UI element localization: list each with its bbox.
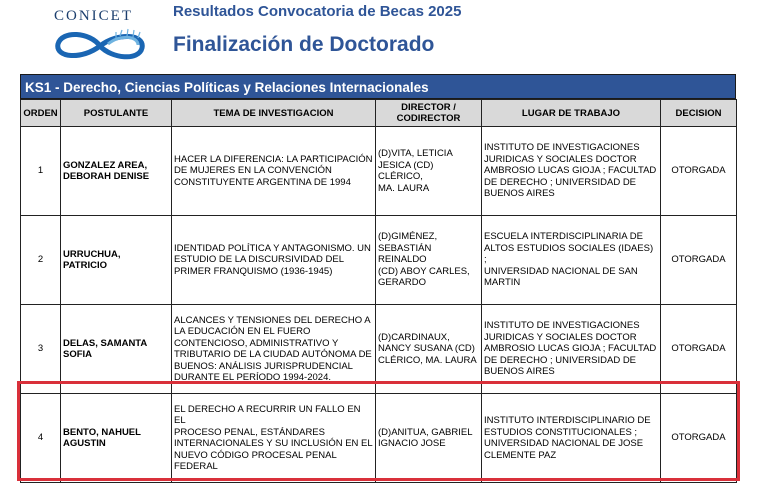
text-line: INSTITUTO INTERDISCIPLINARIO DE	[484, 415, 651, 426]
text-line: EL DERECHO A RECURRIR UN FALLO EN EL	[174, 403, 361, 426]
text-line: INSTITUTO DE INVESTIGACIONES	[484, 320, 640, 332]
text-line: IGNACIO JOSE	[378, 438, 446, 449]
text-line: MA. LAURA	[378, 182, 430, 194]
text-line: PROCESO PENAL, ESTÁNDARES	[174, 426, 325, 438]
text-line: SOFIA	[63, 349, 93, 360]
table-row	[21, 127, 737, 216]
header-director	[376, 100, 482, 127]
page-subtitle: Resultados Convocatoria de Becas 2025	[173, 3, 462, 20]
text-line: JESICA (CD) CLÉRICO,	[378, 159, 434, 182]
cell-orden: 1	[21, 127, 61, 216]
page-header	[0, 0, 760, 72]
text-line: CONTENCIOSO, ADMINISTRATIVO Y	[174, 337, 339, 349]
text-line: ALCANCES Y TENSIONES DEL DERECHO A	[174, 314, 371, 326]
conicet-logo	[50, 6, 150, 66]
table-header-row	[21, 100, 737, 127]
cell-decision: OTORGADA	[661, 127, 737, 216]
cell-postulante	[61, 127, 172, 216]
cell-orden: 4	[21, 394, 61, 483]
cell-tema	[172, 127, 376, 216]
text-line: NUEVO CÓDIGO PROCESAL PENAL	[174, 449, 337, 461]
cell-tema	[172, 216, 376, 305]
text-line: AMBROSIO LUCAS GIOJA ; FACULTAD	[484, 343, 657, 355]
text-line: (D)GIMÉNEZ,	[378, 231, 438, 243]
text-line: CONSTITUYENTE ARGENTINA DE 1994	[174, 176, 351, 188]
text-line: BUENOS AIRES	[484, 188, 555, 200]
table-row	[21, 216, 737, 305]
header-lugar: LUGAR DE TRABAJO	[482, 100, 661, 127]
text-line: GERARDO	[378, 277, 427, 289]
text-line: BENTO, NAHUEL	[63, 426, 141, 438]
cell-decision: OTORGADA	[661, 216, 737, 305]
cell-orden: 3	[21, 305, 61, 394]
highlight-box	[17, 381, 740, 481]
text-line: (D)VITA, LETICIA	[378, 148, 453, 159]
text-line: INTERNACIONALES Y SU INCLUSIÓN EN EL	[174, 438, 373, 449]
header-orden: ORDEN	[21, 100, 61, 127]
text-line: INSTITUTO DE INVESTIGACIONES	[484, 142, 640, 154]
header-director-line1: DIRECTOR /	[401, 102, 456, 113]
text-line: (D)ANITUA, GABRIEL	[378, 426, 473, 438]
text-line: DE DERECHO ; UNIVERSIDAD DE	[484, 354, 637, 366]
text-line: DURANTE EL PERÍODO 1994-2024.	[174, 372, 331, 383]
cell-lugar	[482, 127, 661, 216]
text-line: BUENOS: ANÁLISIS JURISPRUDENCIAL	[174, 360, 353, 372]
text-line: AMBROSIO LUCAS GIOJA ; FACULTAD	[484, 165, 657, 177]
text-line: PATRICIO	[63, 260, 107, 271]
text-line: UNIVERSIDAD NACIONAL DE JOSE	[484, 438, 644, 449]
cell-decision: OTORGADA	[661, 305, 737, 394]
text-line: DE MUJERES EN LA CONVENCIÓN	[174, 165, 332, 177]
text-line: MARTIN	[484, 277, 521, 289]
text-line: JURIDICAS Y SOCIALES DOCTOR	[484, 153, 637, 165]
cell-orden: 2	[21, 216, 61, 305]
text-line: AGUSTIN	[63, 438, 106, 449]
logo-text: CONICET	[54, 8, 133, 24]
text-line: GONZALEZ AREA,	[63, 159, 148, 171]
text-line: DEBORAH DENISE	[63, 171, 150, 182]
page-title: Finalización de Doctorado	[173, 33, 435, 56]
text-line: ESTUDIO DE LA DISCURSIVIDAD DEL	[174, 254, 344, 266]
text-line: TRIBUTARIO DE LA CIUDAD AUTÓNOMA DE	[174, 349, 372, 360]
header-decision: DECISION	[661, 100, 737, 127]
header-postulante: POSTULANTE	[61, 100, 172, 127]
text-line: ESTUDIOS CONSTITUCIONALES ;	[484, 426, 638, 438]
cell-director	[376, 127, 482, 216]
text-line: PRIMER FRANQUISMO (1936-1945)	[174, 265, 333, 277]
text-line: URRUCHUA,	[63, 248, 121, 260]
text-line: SEBASTIÁN REINALDO	[378, 242, 432, 266]
text-line: CLEMENTE PAZ	[484, 449, 557, 461]
cell-decision: OTORGADA	[661, 394, 737, 483]
infinity-logo-icon	[50, 28, 150, 64]
text-line: HACER LA DIFERENCIA: LA PARTICIPACIÓN	[174, 153, 373, 165]
text-line: (CD) ABOY CARLES,	[378, 265, 470, 277]
section-band: KS1 - Derecho, Ciencias Políticas y Relaciones Internacionales	[20, 74, 736, 99]
text-line: NANCY SUSANA (CD)	[378, 343, 475, 355]
header-tema: TEMA DE INVESTIGACION	[172, 100, 376, 127]
cell-postulante	[61, 216, 172, 305]
text-line: (D)CARDINAUX,	[378, 331, 450, 343]
cell-director	[376, 216, 482, 305]
header-director-line2: CODIRECTOR	[396, 113, 461, 124]
cell-lugar	[482, 216, 661, 305]
text-line: FEDERAL	[174, 461, 218, 472]
text-line: ESCUELA INTERDISCIPLINARIA DE	[484, 231, 643, 243]
text-line: CLÉRICO, MA. LAURA	[378, 354, 477, 366]
text-line: UNIVERSIDAD NACIONAL DE SAN	[484, 265, 638, 277]
text-line: LA EDUCACIÓN EN EL FUERO	[174, 326, 311, 337]
text-line: ALTOS ESTUDIOS SOCIALES (IDAES) ;	[484, 242, 654, 266]
text-line: BUENOS AIRES	[484, 366, 555, 378]
text-line: JURIDICAS Y SOCIALES DOCTOR	[484, 331, 637, 343]
text-line: DELAS, SAMANTA	[63, 337, 148, 349]
text-line: IDENTIDAD POLÍTICA Y ANTAGONISMO. UN	[174, 242, 371, 254]
text-line: DE DERECHO ; UNIVERSIDAD DE	[484, 176, 637, 188]
